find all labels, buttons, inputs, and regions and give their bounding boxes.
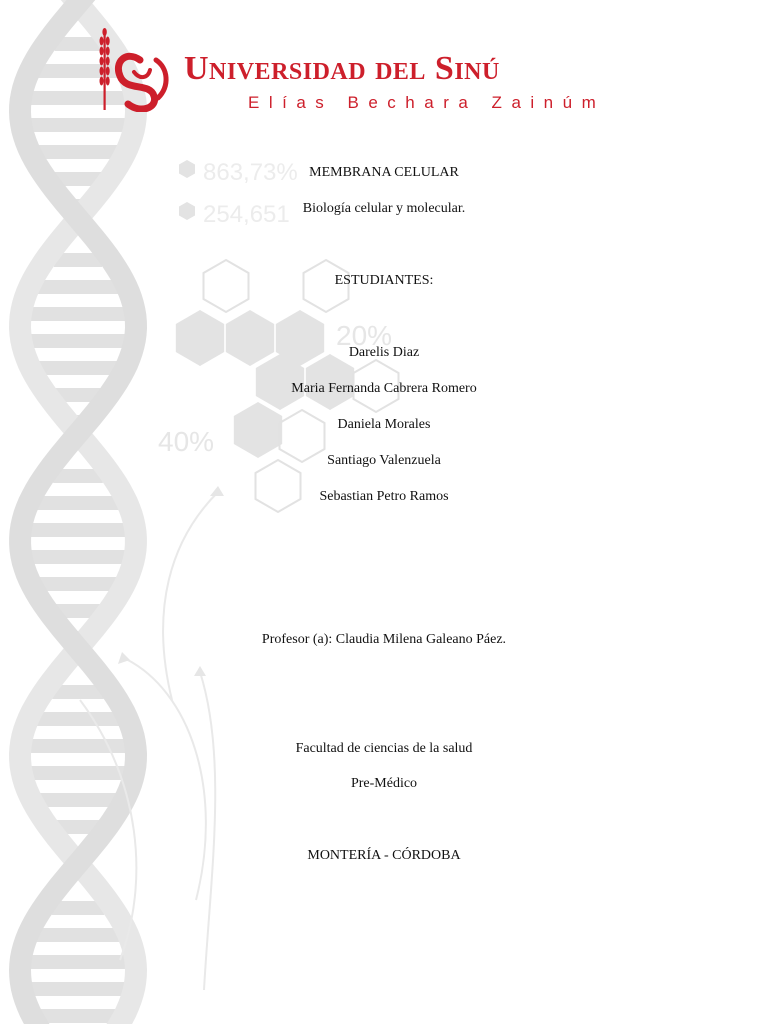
helix-rung — [25, 982, 132, 996]
student-name: Santiago Valenzuela — [327, 453, 441, 468]
helix-rung — [26, 955, 131, 969]
student-name: Sebastian Petro Ramos — [319, 489, 449, 504]
university-logo-icon — [96, 26, 172, 112]
background-stat: 863,73% — [203, 159, 298, 186]
professor: Profesor (a): Claudia Milena Galeano Páez. — [261, 632, 507, 647]
subject: Biología celular y molecular. — [302, 201, 466, 216]
helix-rung — [36, 712, 121, 726]
wheat-stalk-icon — [100, 28, 110, 110]
program: Pre-Médico — [350, 776, 418, 791]
faculty: Facultad de ciencias de la salud — [295, 741, 473, 756]
helix-rung — [25, 550, 132, 564]
helix-rung — [26, 307, 130, 321]
students-heading: ESTUDIANTES: — [334, 273, 434, 288]
background-percentage: 20% — [336, 320, 393, 351]
student-name: Darelis Diaz — [348, 345, 420, 360]
background-percentage: 40% — [158, 426, 215, 457]
student-name: Maria Fernanda Cabrera Romero — [291, 381, 477, 396]
background-stat: 254,651 — [203, 201, 290, 228]
university-motto: Elías Bechara Zainúm — [248, 93, 606, 112]
helix-rung — [35, 928, 121, 942]
monogram-icon — [118, 56, 166, 109]
location: MONTERÍA - CÓRDOBA — [307, 848, 461, 863]
university-name: Universidad del Sinú — [184, 50, 500, 87]
helix-rung — [26, 523, 130, 537]
document-title: MEMBRANA CELULAR — [309, 165, 459, 180]
helix-rung — [24, 118, 131, 132]
student-name: Daniela Morales — [337, 417, 431, 432]
